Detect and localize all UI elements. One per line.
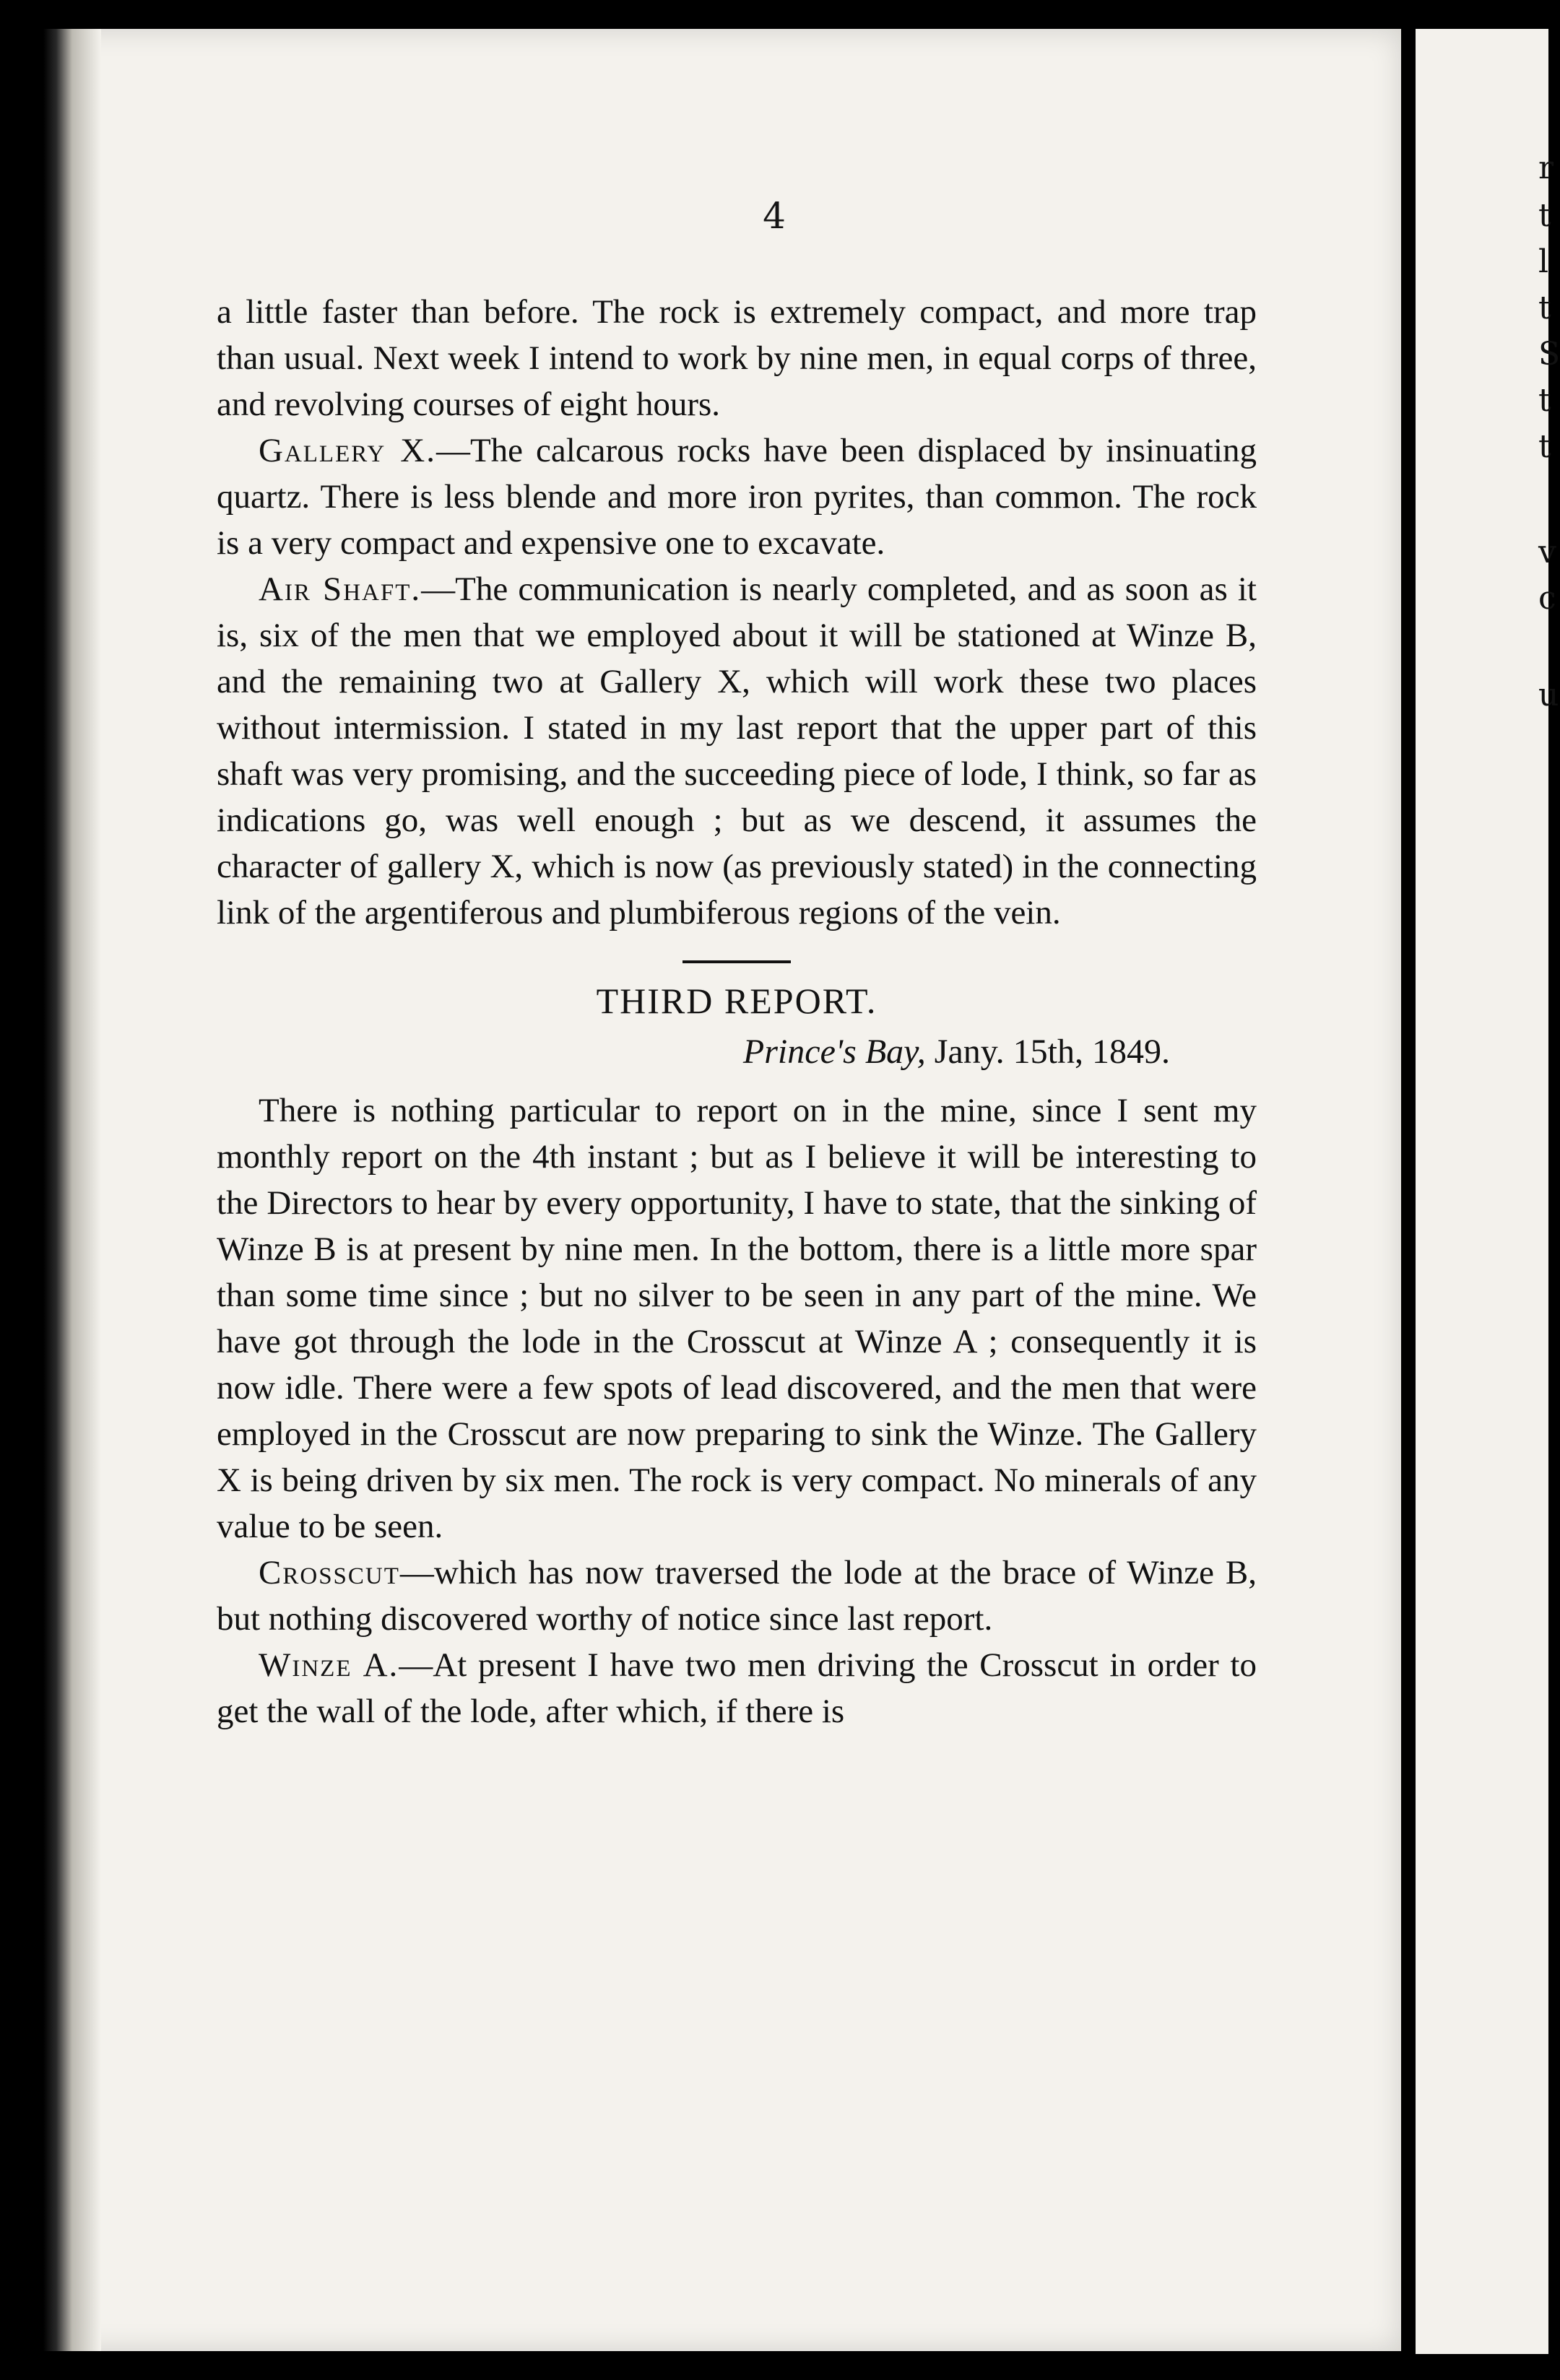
facing-page-edge <box>1416 29 1560 2354</box>
dateline-place: Prince's Bay, <box>742 1033 926 1071</box>
paragraph-crosscut <box>217 1550 1257 1642</box>
paragraph-text: —The calcarous rocks have been displaced by insinuating quartz. There is less blende and more iron pyrites, than common. The rock is a very compact and expensive one to excavate. <box>217 432 1257 562</box>
facing-page-fragment: t <box>1538 197 1551 234</box>
section-title: THIRD REPORT. <box>596 981 878 1021</box>
facing-page-fragment: t <box>1538 290 1551 326</box>
paragraph-heading: Winze A. <box>259 1646 399 1684</box>
paragraph-text: There is nothing particular to report on in the mine, since I sent my monthly report on the 4th instant ; but as I believe it will be interesting to the Directors to hear by every opportunity, I have to state, that the sinking of Winze B is at present by nine men. In the bottom, there is a little more spar than some time since ; but no silver to be seen in any part of the mine. We have got through the lode in the Crosscut at Winze A ; consequently it is now idle. There were a few spots of lead discovered, and the men that were employed in the Crosscut are now preparing to sink the Winze. The Gallery X is being driven by six men. The rock is very compact. No minerals of any value to be seen. <box>217 1092 1257 1545</box>
facing-page-fragment: c <box>1538 580 1556 617</box>
facing-page-fragment: v <box>1538 534 1556 570</box>
paragraph-text: —which has now traversed the lode at the brace of Winze B, but nothing discovered worthy of notice since last report. <box>217 1554 1257 1638</box>
facing-page-fragment: S <box>1538 336 1560 373</box>
paragraph-heading: Air Shaft. <box>259 570 422 608</box>
paragraph-heading: Crosscut <box>259 1554 400 1591</box>
paragraph-third-report <box>217 1087 1257 1550</box>
page-number: 4 <box>763 195 786 237</box>
paragraph-continued <box>217 289 1257 427</box>
section-divider <box>682 960 791 963</box>
facing-page-fragment: u <box>1538 677 1559 713</box>
paragraph-text: a little faster than before. The rock is extremely compact, and more trap than usual. Next week I intend to work by nine men, in equal corps of three, and revolving courses of eight hours. <box>217 293 1257 423</box>
facing-page-fragment: r <box>1538 149 1554 186</box>
paragraph-winze-a <box>217 1642 1257 1734</box>
report-body <box>217 289 1257 1734</box>
paragraph-gallery-x <box>217 427 1257 566</box>
dateline-date: Jany. 15th, 1849. <box>934 1033 1170 1071</box>
dateline <box>217 1027 1170 1077</box>
paragraph-heading: Gallery X. <box>259 432 436 469</box>
paragraph-text: —The communication is nearly completed, and as soon as it is, six of the men that we employed about it will be stationed at Winze B, and the remaining two at Gallery X, which will work these two places without intermission. I stated in my last report that the upper part of this shaft was very promising, and the succeeding piece of lode, I think, so far as indications go, was well enough ; but as we descend, it assumes the character of gallery X, which is now (as previously stated) in the connecting link of the argentiferous and plumbiferous regions of the vein. <box>217 570 1257 931</box>
paragraph-text: —At present I have two men driving the Crosscut in order to get the wall of the lode, after which, if there is <box>217 1646 1257 1730</box>
facing-page-fragment: t <box>1538 382 1551 419</box>
page-gutter-shadow <box>43 29 101 2351</box>
paragraph-air-shaft <box>217 566 1257 936</box>
facing-page-fragment: l <box>1538 243 1549 280</box>
facing-page-fragment: t <box>1538 428 1551 465</box>
